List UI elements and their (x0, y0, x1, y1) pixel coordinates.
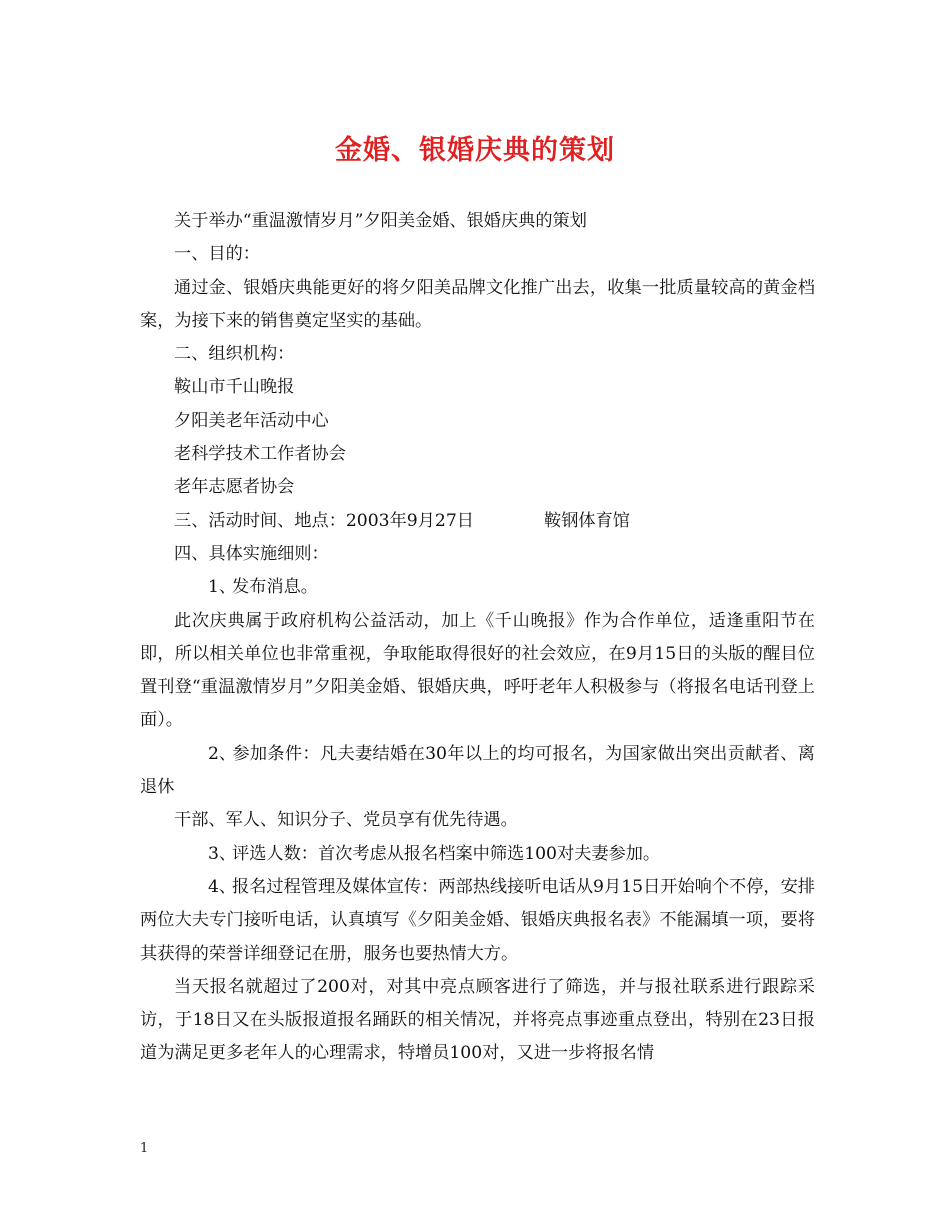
list-item-2 (140, 738, 815, 805)
section-heading-details: 四、具体实施细则： (174, 543, 329, 564)
list-item-4 (140, 871, 815, 971)
list-item-text: 参加条件：凡夫妻结婚在30年以上的均可报名，为国家做出突出贡献者、离退休 (140, 743, 815, 798)
organization-item: 鞍山市千山晚报 (174, 377, 295, 398)
paragraph-purpose: 通过金、银婚庆典能更好的将夕阳美品牌文化推广出去，收集一批质量较高的黄金档案，为接下来的销售奠定坚实的基础。 (140, 277, 815, 331)
list-item-text: 报名过程管理及媒体宣传：两部热线接听电话从9月15日开始响个不停，安排两位大夫专门接听电话，认真填写《夕阳美金婚、银婚庆典报名表》不能漏填一项，要将其获得的荣誉详细登记在册，服务也要热情大方。 (140, 876, 815, 964)
section-heading-purpose: 一、目的： (174, 244, 260, 265)
paragraph-subtitle: 关于举办“重温激情岁月”夕阳美金婚、银婚庆典的策划 (174, 211, 587, 231)
list-item-text: 发布消息。 (232, 577, 318, 598)
document-title: 金婚、银婚庆典的策划 (335, 135, 615, 166)
list-item-1 (140, 571, 815, 604)
organization-item: 老年志愿者协会 (174, 477, 295, 498)
paragraph-announcement: 此次庆典属于政府机构公益活动，加上《千山晚报》作为合作单位，适逢重阳节在即，所以相关单位也非常重视，争取能取得很好的社会效应，在9月15日的头版的醒目位置刊登“重温激情岁月”夕阳美金婚、银婚庆典，呼吁老年人积极参与（将报名电话刊登上面）。 (140, 610, 815, 731)
list-number: 4、 (208, 876, 237, 897)
paragraph-registration: 当天报名就超过了200对，对其中亮点顾客进行了筛选，并与报社联系进行跟踪采访，于18日又在头版报道报名踊跃的相关情况，并将亮点事迹重点登出，特别在23日报道为满足更多老年人的心理需求，特增员100对，又进一步将报名情 (140, 976, 815, 1064)
list-item-3 (140, 838, 815, 871)
document-body (140, 205, 815, 1071)
venue-text: 鞍钢体育馆 (544, 510, 630, 531)
page-number: 1 (140, 1141, 149, 1156)
section-heading-time-place (140, 505, 815, 538)
list-number: 1、 (208, 577, 237, 598)
list-item-text: 评选人数：首次考虑从报名档案中筛选100对夫妻参加。 (232, 843, 661, 864)
paragraph-priority: 干部、军人、知识分子、党员享有优先待遇。 (174, 810, 518, 831)
list-number: 2、 (208, 743, 237, 764)
time-text: 三、活动时间、地点：2003年9月27日 (174, 510, 474, 531)
organization-item: 夕阳美老年活动中心 (174, 410, 329, 431)
list-number: 3、 (208, 843, 237, 864)
section-heading-organization: 二、组织机构： (174, 344, 295, 365)
organization-item: 老科学技术工作者协会 (174, 444, 346, 465)
